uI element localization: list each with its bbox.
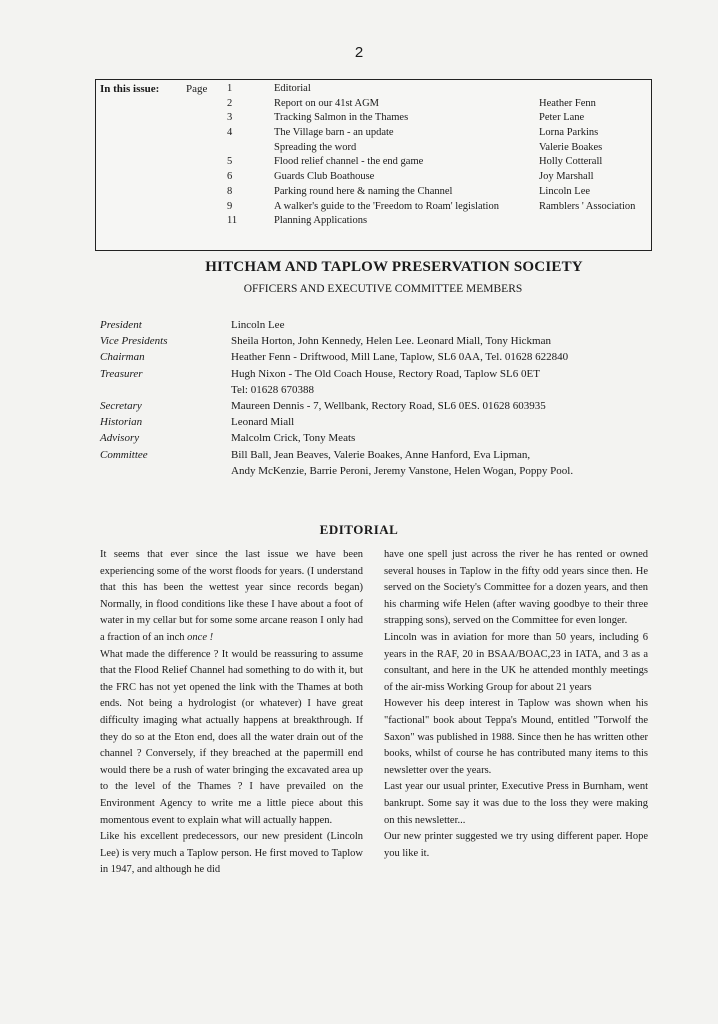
toc-item-author: Peter Lane bbox=[539, 112, 585, 124]
toc-item-author: Lorna Parkins bbox=[539, 127, 599, 139]
toc-item bbox=[96, 112, 651, 127]
officer-row bbox=[100, 349, 660, 365]
toc-item-author: Valerie Boakes bbox=[539, 141, 603, 153]
toc-item-title: Guards Club Boathouse bbox=[274, 171, 375, 183]
editorial-column-right bbox=[384, 547, 648, 862]
editorial-paragraph: It seems that ever since the last issue we have been experiencing some of the worst floods for years. (I understand that this has been the wettest year since records began) Normally, in flood conditions like these I have about a foot of water in my cellar but for some some arcane reason I only had a fraction of an inch once ! bbox=[100, 549, 363, 643]
officer-row bbox=[100, 333, 660, 349]
officer-row bbox=[100, 430, 660, 446]
officer-names: Tel: 01628 670388 bbox=[231, 383, 314, 396]
society-title: HITCHAM AND TAPLOW PRESERVATION SOCIETY bbox=[205, 259, 583, 275]
toc-item-page: 9 bbox=[227, 200, 233, 212]
officer-role: Vice Presidents bbox=[100, 335, 168, 348]
officer-names: Malcolm Crick, Tony Meats bbox=[231, 432, 356, 445]
officer-row bbox=[100, 447, 660, 463]
toc-item-title: Report on our 41st AGM bbox=[274, 97, 379, 109]
editorial-paragraph: However his deep interest in Taplow was shown when his "factional" book about Teppa's Mound, entitled "Torwolf the Saxon" was published in 1988. Since then he has written other books, whilst of course he has contributed many items to this newsletter over the years. bbox=[384, 698, 648, 776]
society-subtitle: OFFICERS AND EXECUTIVE COMMITTEE MEMBERS bbox=[243, 283, 523, 295]
officer-row bbox=[100, 317, 660, 333]
officer-names: Bill Ball, Jean Beaves, Valerie Boakes, Anne Hanford, Eva Lipman, bbox=[231, 448, 531, 461]
editorial-paragraph: Last year our usual printer, Executive Press in Burnham, went bankrupt. Some say it was due to the loss they were making on this newsletter... bbox=[384, 781, 648, 826]
toc-item-page: 8 bbox=[227, 185, 233, 197]
toc-item-title: Editorial bbox=[274, 83, 311, 94]
officer-role: Secretary bbox=[100, 400, 142, 413]
officer-names: Leonard Miall bbox=[231, 416, 295, 429]
toc-item-page: 6 bbox=[227, 171, 233, 183]
officer-role: Advisory bbox=[100, 432, 140, 445]
toc-item-author: Ramblers ' Association bbox=[539, 200, 636, 212]
editorial-emphasis: once ! bbox=[187, 631, 214, 643]
toc-item-page: 1 bbox=[227, 83, 233, 94]
officer-role: Committee bbox=[100, 448, 148, 461]
toc-item-page: 11 bbox=[227, 215, 238, 227]
toc-item bbox=[96, 215, 651, 230]
officer-names: Maureen Dennis - 7, Wellbank, Rectory Road, SL6 0ES. 01628 603935 bbox=[231, 400, 546, 413]
page-number: 2 bbox=[354, 44, 364, 61]
toc-item-title: The Village barn - an update bbox=[274, 127, 394, 139]
officer-role: Historian bbox=[100, 416, 143, 429]
toc-item-author: Joy Marshall bbox=[539, 171, 594, 183]
toc-item-title: Tracking Salmon in the Thames bbox=[274, 112, 409, 124]
officers-list bbox=[100, 317, 660, 479]
toc-item bbox=[96, 142, 651, 157]
toc-item bbox=[96, 127, 651, 142]
toc-item-page: 4 bbox=[227, 127, 233, 139]
officer-names: Andy McKenzie, Barrie Peroni, Jeremy Vanstone, Helen Wogan, Poppy Pool. bbox=[231, 464, 574, 477]
toc-item-author: Heather Fenn bbox=[539, 97, 596, 109]
toc-item bbox=[96, 186, 651, 201]
toc-item-title: Planning Applications bbox=[274, 215, 368, 227]
editorial-paragraph: Our new printer suggested we try using different paper. Hope you like it. bbox=[384, 831, 648, 859]
editorial-paragraph: Lincoln was in aviation for more than 50 years, including 6 years in the RAF, 20 in BSAA/BOAC,23 in IATA, and 3 as a consultant, and here in the UK he attended monthly meetings of the air-miss Working Group for about 21 years bbox=[384, 631, 648, 693]
editorial-paragraph: have one spell just across the river he has rented or owned several houses in Taplow in the fifty odd years since then. He served on the Society's Committee for a dozen years, and then his charming wife Helen (after waving goodbye to their three strapping sons), served on the Committee for even longer. bbox=[384, 549, 648, 627]
officer-row bbox=[100, 382, 660, 398]
toc-item-author: Lincoln Lee bbox=[539, 185, 591, 197]
toc-item bbox=[96, 201, 651, 216]
officer-names: Heather Fenn - Driftwood, Mill Lane, Taplow, SL6 0AA, Tel. 01628 622840 bbox=[231, 351, 569, 364]
editorial-paragraph: Like his excellent predecessors, our new president (Lincoln Lee) is very much a Taplow person. He first moved to Taplow in 1947, and although he did bbox=[100, 831, 363, 876]
editorial-heading: EDITORIAL bbox=[319, 522, 399, 537]
officer-names: Lincoln Lee bbox=[231, 319, 285, 331]
editorial-column-left bbox=[100, 547, 363, 879]
officer-row bbox=[100, 463, 660, 479]
officer-role: President bbox=[100, 319, 142, 331]
officer-names: Sheila Horton, John Kennedy, Helen Lee. Leonard Miall, Tony Hickman bbox=[231, 335, 551, 348]
toc-item-page: 3 bbox=[227, 112, 233, 124]
toc-item-author: Holly Cotterall bbox=[539, 156, 603, 168]
editorial-paragraph: What made the difference ? It would be reassuring to assume that the Flood Relief Channel had something to do with it, but the FRC has not yet opened the link with the Thames at both ends. Not being a hydrologist (or whatever) I have great difficulty imaging what actually happens at breakthrough. If they do so at the Eton end, does all the water drain out of the channel ? Conversely, if they breached at the papermill end would there be a rush of water bringing the excavated area up to the level of the Thames ? I have prevailed on the Environment Agency to write me a little piece about this momentous event to explain what will actually happen. bbox=[100, 648, 363, 826]
toc-item bbox=[96, 98, 651, 113]
toc-item-title: Spreading the word bbox=[274, 141, 357, 153]
toc-item-page: 5 bbox=[227, 156, 233, 168]
toc-item-page: 2 bbox=[227, 97, 233, 109]
officer-row bbox=[100, 366, 660, 382]
toc-item-title: A walker's guide to the 'Freedom to Roam' legislation bbox=[274, 200, 499, 212]
officer-row bbox=[100, 414, 660, 430]
toc-item bbox=[96, 83, 651, 98]
officer-names: Hugh Nixon - The Old Coach House, Rectory Road, Taplow SL6 0ET bbox=[231, 367, 540, 380]
officer-row bbox=[100, 398, 660, 414]
officer-role: Treasurer bbox=[100, 367, 143, 380]
toc-list bbox=[96, 83, 651, 230]
toc-item bbox=[96, 171, 651, 186]
officer-role: Chairman bbox=[100, 351, 145, 364]
toc-item bbox=[96, 156, 651, 171]
toc-page-label: Page bbox=[186, 83, 208, 95]
toc-item-title: Flood relief channel - the end game bbox=[274, 156, 424, 168]
toc-item-title: Parking round here & naming the Channel bbox=[274, 185, 453, 197]
in-this-issue-box bbox=[95, 79, 652, 251]
toc-heading: In this issue: bbox=[100, 83, 160, 95]
